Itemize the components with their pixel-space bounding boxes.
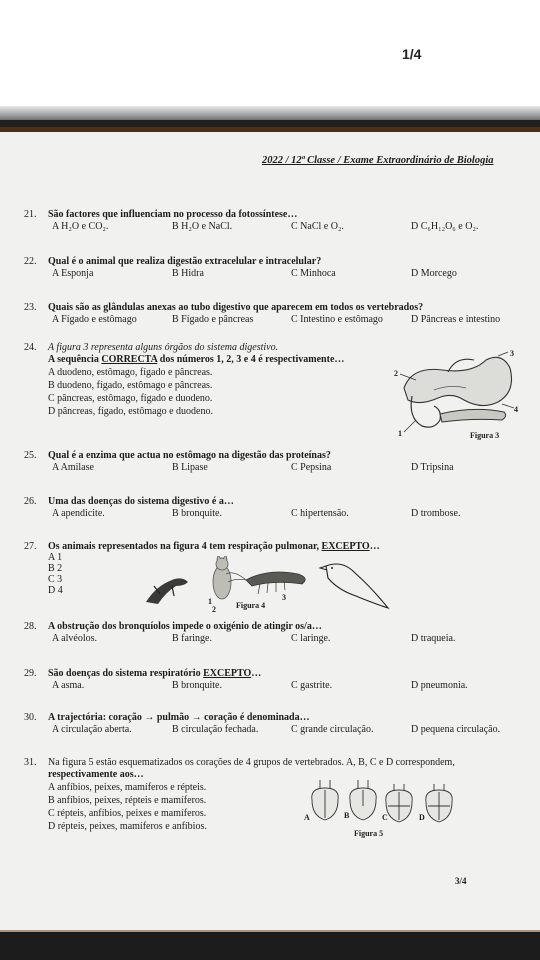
viewer-top-area — [0, 0, 540, 106]
question-stem-end: dos números 1, 2, 3 e 4 é respectivamente… — [157, 354, 345, 365]
fig3-caption: Figura 3 — [470, 431, 500, 440]
page-counter: 1/4 — [402, 46, 422, 62]
question-28 — [24, 621, 524, 646]
option-b: B faringe. — [172, 633, 212, 644]
question-number: 22. — [24, 256, 37, 267]
question-22 — [24, 256, 524, 281]
question-26 — [24, 496, 524, 521]
option-a: A asma. — [52, 680, 85, 691]
option-a: A Amilase — [52, 462, 94, 473]
question-stem: São doenças do sistema respiratório — [48, 668, 204, 679]
question-stem: Na figura 5 estão esquematizados os corações de 4 grupos de vertebrados. A, B, C e D correspondem, — [48, 757, 455, 768]
option-d: D Tripsina — [411, 462, 454, 473]
option-b: B H₂O e NaCl. — [172, 221, 233, 232]
option-d: D pequena circulação. — [411, 724, 501, 735]
question-stem: Qual é a enzima que actua no estômago na digestão das proteínas? — [48, 450, 331, 461]
question-intro: A figura 3 representa alguns órgãos do sistema digestivo. — [48, 342, 279, 353]
option-a: A apendicite. — [52, 508, 105, 519]
option-c: C pâncreas, estômago, fígado e duodeno. — [48, 393, 213, 404]
question-number: 26. — [24, 496, 37, 507]
option-a: A alvéolos. — [52, 633, 97, 644]
question-21 — [24, 209, 524, 234]
option-b: B Fígado e pâncreas — [172, 314, 254, 325]
question-stem-emphasis: CORRECTA — [101, 354, 158, 365]
option-c: C NaCl e O₂. — [291, 221, 344, 232]
figure-3-digestive-organs — [394, 348, 522, 440]
question-number: 23. — [24, 302, 37, 313]
option-c: C grande circulação. — [291, 724, 374, 735]
option-a: A circulação aberta. — [52, 724, 132, 735]
option-c: C 3 — [48, 574, 63, 585]
question-stem-end: … — [251, 668, 262, 679]
fig3-label-2: 2 — [394, 369, 398, 378]
fig3-label-1: 1 — [398, 429, 402, 438]
question-stem: A trajectória: coração → pulmão → coração é denominada… — [48, 712, 310, 723]
heart-d-drawing — [426, 784, 452, 822]
question-number: 29. — [24, 668, 37, 679]
question-stem: Qual é o animal que realiza digestão extracelular e intracelular? — [48, 256, 322, 267]
question-stem: A obstrução dos bronquíolos impede o oxigénio de atingir os/a… — [48, 621, 322, 632]
question-29 — [24, 668, 524, 693]
question-stem-end: … — [369, 541, 380, 552]
fig3-label-3: 3 — [510, 349, 514, 358]
option-b: B anfíbios, peixes, répteis e mamíferos. — [48, 795, 207, 806]
option-d: D trombose. — [411, 508, 461, 519]
question-stem: Quais são as glândulas anexas ao tubo digestivo que aparecem em todos os vertebrados? — [48, 302, 424, 313]
figure-4-animals — [142, 556, 390, 614]
question-stem: São factores que influenciam no processo da fotossíntese… — [48, 209, 298, 220]
option-a: A 1 — [48, 552, 63, 563]
option-a: A H₂O e CO₂. — [52, 221, 109, 232]
fig4-caption: Figura 4 — [236, 601, 266, 610]
option-b: B 2 — [48, 563, 63, 574]
option-c: C Minhoca — [291, 268, 336, 279]
figure-5-hearts — [302, 776, 462, 840]
question-number: 25. — [24, 450, 37, 461]
option-c: C Intestino e estômago — [291, 314, 383, 325]
option-a: A duodeno, estômago, fígado e pâncreas. — [48, 367, 213, 378]
question-number: 27. — [24, 541, 37, 552]
option-a: A Esponja — [52, 268, 94, 279]
option-c: C Pepsina — [291, 462, 332, 473]
salamander-drawing — [146, 578, 188, 604]
heart-c-drawing — [386, 784, 412, 822]
question-23 — [24, 302, 524, 327]
option-d: D pneumonia. — [411, 680, 468, 691]
fig4-label-3: 3 — [282, 593, 286, 602]
page-footer-number: 3/4 — [455, 876, 467, 886]
option-b: B Hidra — [172, 268, 204, 279]
bird-drawing — [320, 564, 388, 608]
heart-b-drawing — [350, 780, 376, 820]
question-stem: Os animais representados na figura 4 tem respiração pulmonar, — [48, 541, 322, 552]
option-c: C gastrite. — [291, 680, 333, 691]
question-number: 31. — [24, 757, 37, 768]
option-c: C laringe. — [291, 633, 331, 644]
bottom-dark-band — [0, 932, 540, 960]
fig5-label-d: D — [419, 813, 425, 822]
question-number: 30. — [24, 712, 37, 723]
shrimp-drawing — [226, 572, 305, 594]
option-d: D 4 — [48, 585, 63, 596]
option-a: A anfíbios, peixes, mamíferos e répteis. — [48, 782, 207, 793]
option-b: B Lipase — [172, 462, 208, 473]
fig5-label-c: C — [382, 813, 388, 822]
option-c: C hipertensão. — [291, 508, 349, 519]
question-stem: Uma das doenças do sistema digestivo é a… — [48, 496, 234, 507]
option-b: B bronquite. — [172, 508, 222, 519]
fig3-label-4: 4 — [514, 405, 518, 414]
fig5-caption: Figura 5 — [354, 829, 384, 838]
option-d: D pâncreas, fígado, estômago e duodeno. — [48, 406, 213, 417]
question-number: 24. — [24, 342, 37, 353]
question-number: 28. — [24, 621, 37, 632]
question-30 — [24, 712, 524, 737]
fig5-label-b: B — [344, 811, 350, 820]
question-stem-emphasis: EXCEPTO — [203, 668, 252, 679]
option-a: A Fígado e estômago — [52, 314, 137, 325]
exam-header: 2022 / 12ª Classe / Exame Extraordinário de Biologia — [262, 155, 494, 166]
fig5-label-a: A — [304, 813, 310, 822]
question-stem-cont: respectivamente aos… — [48, 769, 144, 780]
option-d: D traqueia. — [411, 633, 456, 644]
question-stem-emphasis: EXCEPTO — [321, 541, 370, 552]
option-d: D Pâncreas e intestino — [411, 314, 501, 325]
question-stem: A sequência — [48, 354, 102, 365]
fig4-label-1: 1 — [208, 597, 212, 606]
question-25 — [24, 450, 524, 475]
question-number: 21. — [24, 209, 37, 220]
option-d: D C₆H₁₂O₆ e O₂. — [411, 221, 479, 232]
option-d: D Morcego — [411, 268, 457, 279]
option-c: C répteis, anfíbios, peixes e mamíferos. — [48, 808, 207, 819]
cat-drawing — [213, 556, 231, 599]
heart-a-drawing — [312, 780, 338, 820]
fig4-label-2: 2 — [212, 605, 216, 614]
option-b: B circulação fechada. — [172, 724, 259, 735]
option-d: D répteis, peixes, mamíferos e anfíbios. — [48, 821, 207, 832]
option-b: B duodeno, fígado, estômago e pâncreas. — [48, 380, 213, 391]
option-b: B bronquite. — [172, 680, 222, 691]
